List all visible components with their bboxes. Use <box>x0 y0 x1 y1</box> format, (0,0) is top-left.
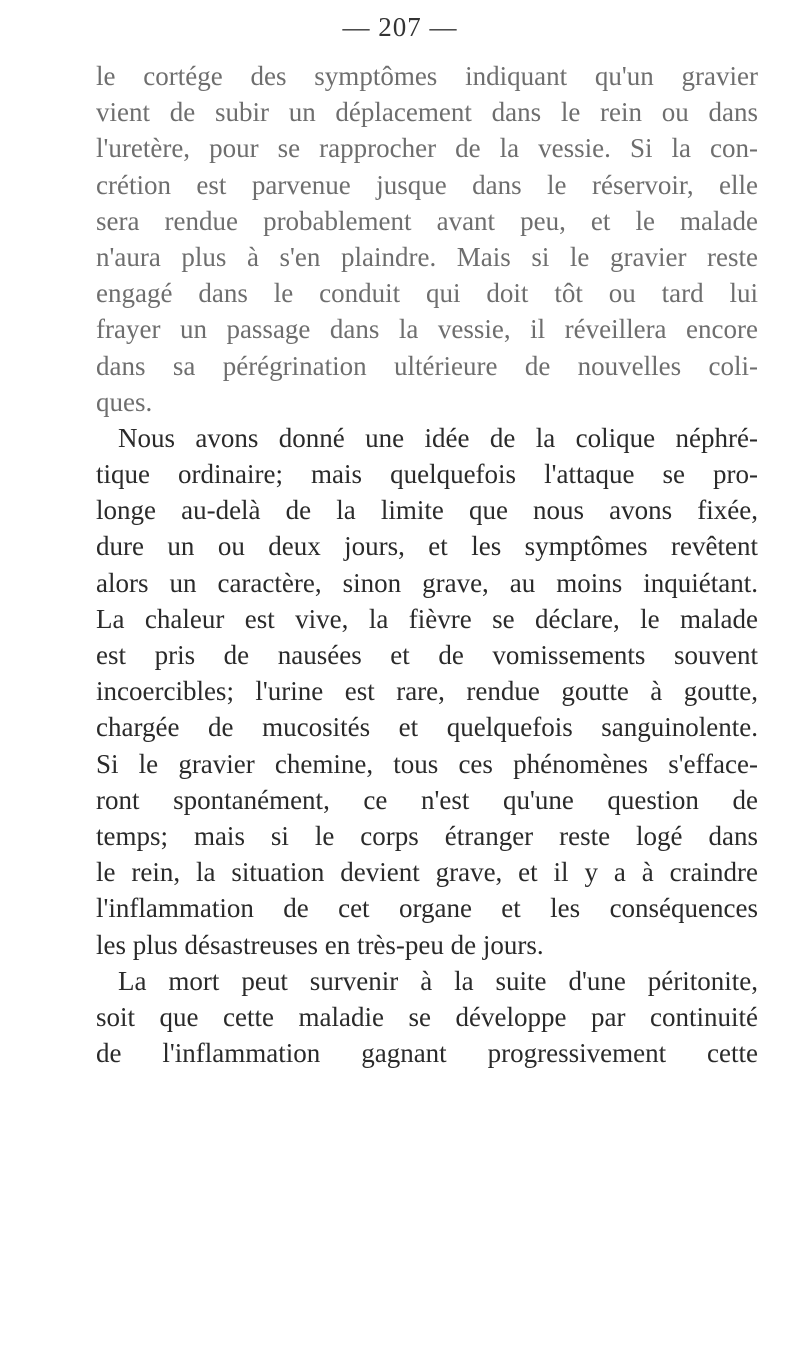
text-line: engagé dans le conduit qui doit tôt ou tard lui <box>96 278 758 309</box>
text-line: de l'inflammation gagnant progressivement cette <box>96 1038 758 1069</box>
text-line: dans sa pérégrination ultérieure de nouvelles coli- <box>96 350 758 381</box>
text-line: La chaleur est vive, la fièvre se déclare, le malade <box>96 603 758 634</box>
text-line: le cortége des symptômes indiquant qu'un gravier <box>96 61 758 91</box>
text-line: temps; mais si le corps étranger reste logé dans <box>96 820 758 851</box>
text-line: longe au-delà de la limite que nous avons fixée, <box>96 495 758 526</box>
page-number: — 207 — <box>342 12 458 42</box>
text-line: ques. <box>96 386 153 417</box>
text-line: le rein, la situation devient grave, et il y a à craindre <box>96 857 758 888</box>
text-line: chargée de mucosités et quelquefois sanguinolente. <box>96 712 758 743</box>
text-line: tique ordinaire; mais quelquefois l'attaque se pro- <box>96 459 758 490</box>
text-line: Nous avons donné une idée de la colique néphré- <box>118 422 758 453</box>
text-line: les plus désastreuses en très-peu de jours. <box>96 929 544 960</box>
paragraph-2 <box>96 420 758 963</box>
text-line: ront spontanément, ce n'est qu'une question de <box>96 784 758 815</box>
text-line: frayer un passage dans la vessie, il réveillera encore <box>96 314 758 345</box>
text-line: l'uretère, pour se rapprocher de la vessie. Si la con- <box>96 133 758 164</box>
text-line: alors un caractère, sinon grave, au moins inquiétant. <box>96 567 758 598</box>
text-line: soit que cette maladie se développe par continuité <box>96 1001 758 1032</box>
text-line: dure un ou deux jours, et les symptômes revêtent <box>96 531 758 562</box>
text-line: vient de subir un déplacement dans le rein ou dans <box>96 97 758 128</box>
text-line: est pris de nausées et de vomissements souvent <box>96 640 758 670</box>
text-line: sera rendue probablement avant peu, et le malade <box>96 205 758 236</box>
text-line: crétion est parvenue jusque dans le réservoir, elle <box>96 169 758 200</box>
body-text <box>96 58 758 1071</box>
paragraph-1 <box>96 58 758 420</box>
paragraph-3 <box>96 963 758 1072</box>
text-line: Si le gravier chemine, tous ces phénomènes s'efface- <box>96 748 758 779</box>
text-line: l'inflammation de cet organe et les conséquences <box>96 893 758 924</box>
text-line: incoercibles; l'urine est rare, rendue goutte à goutte, <box>96 676 758 707</box>
text-line: n'aura plus à s'en plaindre. Mais si le gravier reste <box>96 241 758 272</box>
text-line: La mort peut survenir à la suite d'une péritonite, <box>118 965 758 996</box>
